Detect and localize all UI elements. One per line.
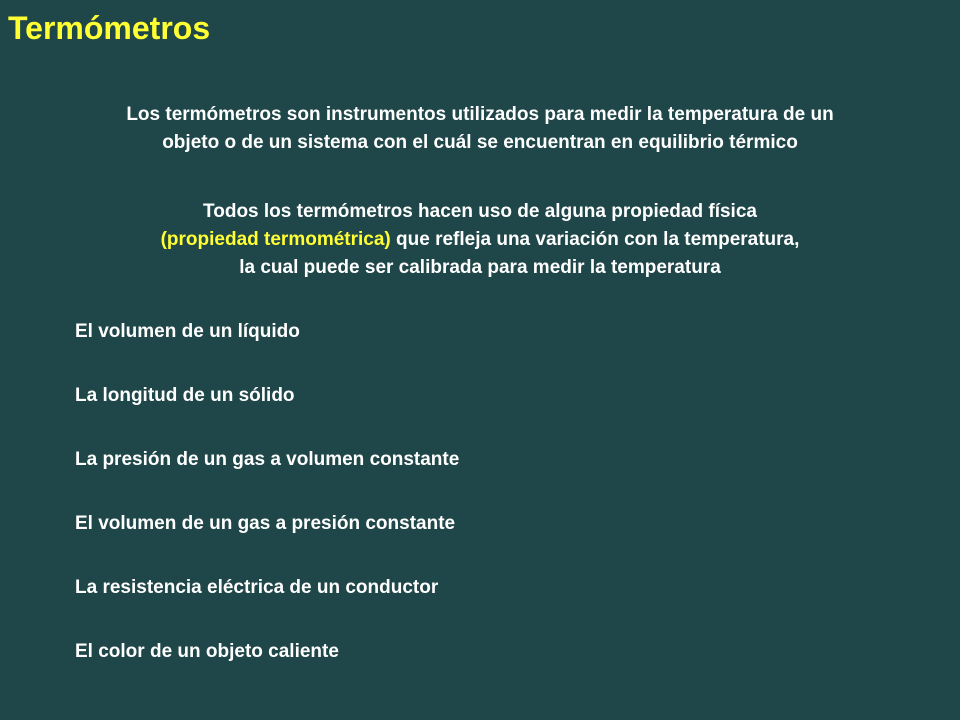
definition-paragraph	[0, 101, 960, 157]
thermometric-property-highlight: (propiedad termométrica)	[160, 229, 391, 250]
property-paragraph	[0, 198, 960, 282]
property-line-2	[0, 226, 960, 254]
definition-line-1: Los termómetros son instrumentos utilizados para medir la temperatura de un	[126, 104, 834, 125]
list-item: El color de un objeto caliente	[75, 641, 339, 662]
property-line-3: la cual puede ser calibrada para medir la temperatura	[239, 257, 721, 278]
list-item: La longitud de un sólido	[75, 385, 295, 406]
definition-line-2: objeto o de un sistema con el cuál se encuentran en equilibrio térmico	[162, 132, 798, 153]
property-line-2-rest: que refleja una variación con la temperatura,	[390, 229, 800, 250]
examples-list	[75, 318, 459, 702]
list-item: La presión de un gas a volumen constante	[75, 449, 460, 470]
slide-title: Termómetros	[8, 10, 211, 46]
list-item: El volumen de un gas a presión constante	[75, 513, 456, 534]
list-item: La resistencia eléctrica de un conductor	[75, 577, 439, 598]
list-item: El volumen de un líquido	[75, 321, 300, 342]
property-line-1: Todos los termómetros hacen uso de alguna propiedad física	[203, 201, 757, 222]
